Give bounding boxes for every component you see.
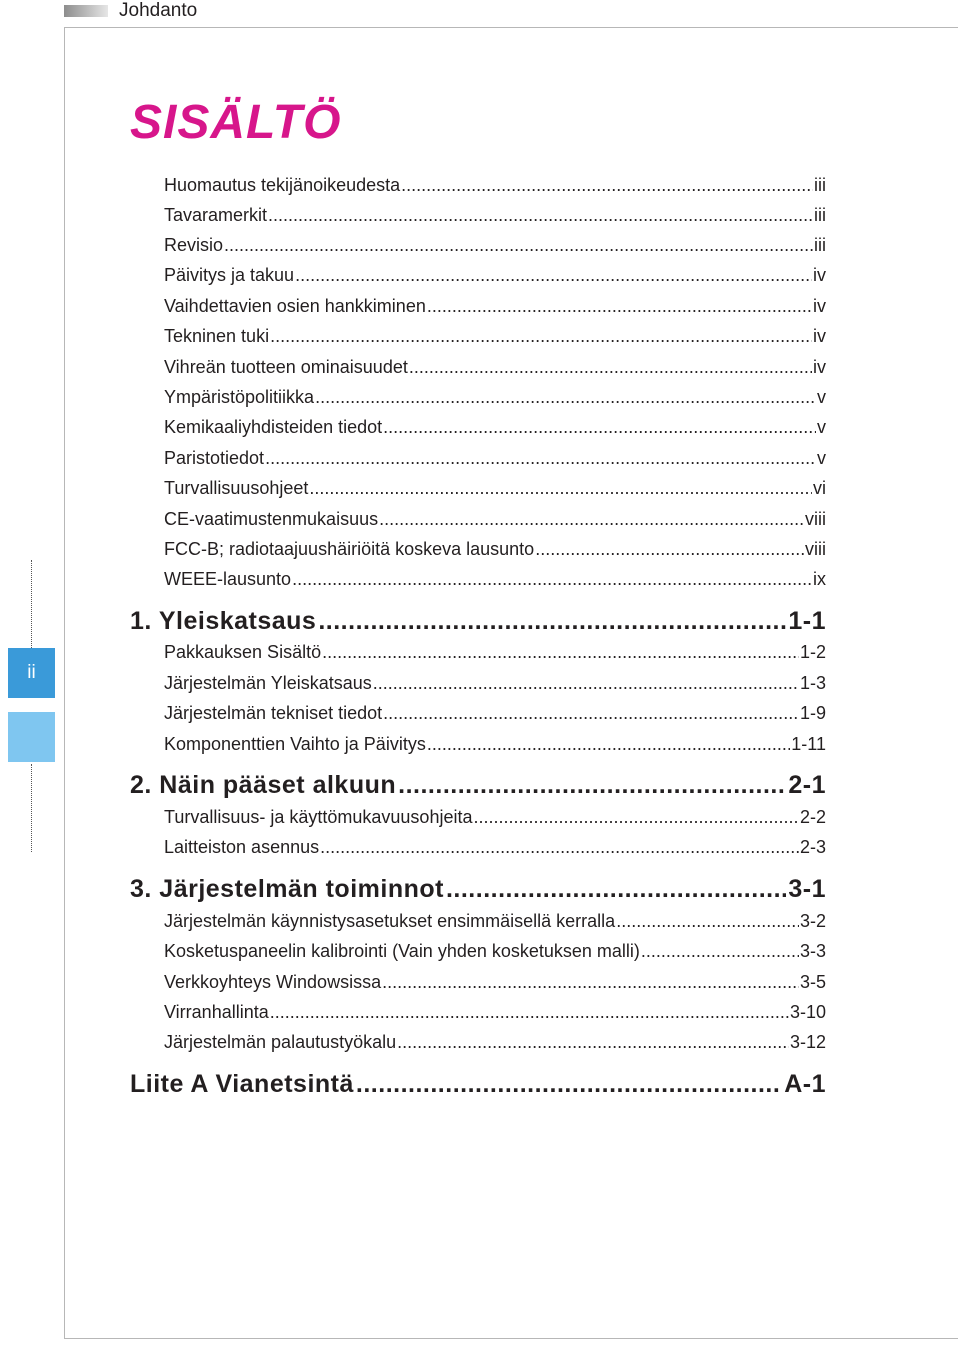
toc-chapter-page: 1-1 <box>788 607 826 635</box>
toc-entry-page: ix <box>813 569 826 589</box>
toc-entry-page: 3-12 <box>789 1032 826 1052</box>
toc-leader-dots <box>382 971 799 993</box>
toc-entry-label: Järjestelmän käynnistysasetukset ensimmäisellä kerralla <box>164 911 616 931</box>
toc-entry-label: Pakkauksen Sisältö <box>164 642 322 662</box>
toc-entry[interactable] <box>164 325 826 347</box>
toc-leader-dots <box>398 770 786 800</box>
toc-entry[interactable] <box>164 174 826 196</box>
toc-entry-label: Järjestelmän tekniset tiedot <box>164 703 383 723</box>
toc-chapter-heading[interactable] <box>130 874 826 904</box>
toc-chapter-label: Liite A Vianetsintä <box>130 1070 354 1098</box>
header-section-title: Johdanto <box>119 0 198 21</box>
toc-leader-dots <box>379 508 804 530</box>
toc-chapter-label: 1. Yleiskatsaus <box>130 607 317 635</box>
toc-leader-dots <box>295 264 812 286</box>
toc-entry-page: iv <box>813 296 826 316</box>
toc-leader-dots <box>292 568 812 590</box>
toc-entry[interactable] <box>164 971 826 993</box>
toc-entry-page: vi <box>813 478 826 498</box>
page-tab-accent <box>8 712 55 762</box>
toc-entry-page: iv <box>813 265 826 285</box>
toc-entry[interactable] <box>164 538 826 560</box>
toc-chapter-page: 3-1 <box>788 875 826 903</box>
toc-entry-label: FCC-B; radiotaajuushäiriöitä koskeva lausunto <box>164 539 535 559</box>
toc-entry-label: Ympäristöpolitiikka <box>164 387 315 407</box>
toc-entry-label: Komponenttien Vaihto ja Päivitys <box>164 734 426 754</box>
toc-entry-label: Järjestelmän Yleiskatsaus <box>164 673 372 693</box>
toc-entry[interactable] <box>164 204 826 226</box>
toc-entry-page: 1-3 <box>799 673 826 693</box>
toc-chapter-page: A-1 <box>784 1070 826 1098</box>
header-gradient-bar <box>64 5 108 17</box>
toc-entry[interactable] <box>164 1031 826 1053</box>
toc-entry-label: Päivitys ja takuu <box>164 265 295 285</box>
toc-entry-label: Järjestelmän palautustyökalu <box>164 1032 397 1052</box>
toc-entry[interactable] <box>164 702 826 724</box>
toc-leader-dots <box>322 641 799 663</box>
toc-entry-page: 1-9 <box>799 703 826 723</box>
toc-title: SISÄLTÖ <box>130 96 342 149</box>
toc-leader-dots <box>318 606 786 636</box>
toc-chapter-label: 2. Näin pääset alkuun <box>130 771 397 799</box>
toc-leader-dots <box>409 356 812 378</box>
toc-leader-dots <box>446 874 786 904</box>
toc-chapter-label: 3. Järjestelmän toiminnot <box>130 875 444 903</box>
toc-entry-page: 3-3 <box>799 941 826 961</box>
toc-leader-dots <box>265 447 816 469</box>
toc-leader-dots <box>268 204 813 226</box>
toc-entry-page: viii <box>805 539 826 559</box>
toc-leader-dots <box>397 1031 789 1053</box>
toc-entry[interactable] <box>164 910 826 932</box>
toc-entry-page: 3-2 <box>799 911 826 931</box>
toc-leader-dots <box>401 174 813 196</box>
toc-entry-label: Tekninen tuki <box>164 326 270 346</box>
toc-entry[interactable] <box>164 836 826 858</box>
toc-entry-label: Kemikaaliyhdisteiden tiedot <box>164 417 383 437</box>
toc-leader-dots <box>641 940 799 962</box>
toc-leader-dots <box>616 910 799 932</box>
toc-entry[interactable] <box>164 568 826 590</box>
toc-entry-page: v <box>817 448 826 468</box>
toc-entry-page: v <box>817 387 826 407</box>
toc-leader-dots <box>473 806 799 828</box>
toc-chapter-page: 2-1 <box>788 771 826 799</box>
toc-entry-page: iii <box>814 175 826 195</box>
toc-chapter-heading[interactable] <box>130 1069 826 1099</box>
toc-entry-label: Turvallisuusohjeet <box>164 478 309 498</box>
toc-entry-page: iv <box>813 357 826 377</box>
toc-entry-page: v <box>817 417 826 437</box>
toc-entry-page: viii <box>805 509 826 529</box>
toc-entry[interactable] <box>164 386 826 408</box>
toc-leader-dots <box>224 234 813 256</box>
toc-leader-dots <box>356 1069 782 1099</box>
toc-entry[interactable] <box>164 234 826 256</box>
toc-entry-label: Tavaramerkit <box>164 205 268 225</box>
toc-entry-page: 3-5 <box>799 972 826 992</box>
toc-entry-label: Verkkoyhteys Windowsissa <box>164 972 382 992</box>
toc-entry[interactable] <box>164 295 826 317</box>
toc-leader-dots <box>320 836 799 858</box>
toc-entry-label: Virranhallinta <box>164 1002 269 1022</box>
toc-leader-dots <box>427 295 812 317</box>
toc-entry-label: Vaihdettavien osien hankkiminen <box>164 296 426 316</box>
toc-leader-dots <box>383 702 799 724</box>
toc-entry-page: iv <box>813 326 826 346</box>
toc-leader-dots <box>383 416 816 438</box>
toc-entry[interactable] <box>164 508 826 530</box>
toc-entry[interactable] <box>164 672 826 694</box>
toc-entry[interactable] <box>164 477 826 499</box>
toc-entry-label: CE-vaatimustenmukaisuus <box>164 509 379 529</box>
toc-entry-label: Laitteiston asennus <box>164 837 320 857</box>
toc-chapter-heading[interactable] <box>130 770 826 800</box>
toc-entry-page: 3-10 <box>789 1002 826 1022</box>
toc-entry-label: Revisio <box>164 235 224 255</box>
toc-entry-label: Huomautus tekijänoikeudesta <box>164 175 401 195</box>
toc-leader-dots <box>427 733 790 755</box>
toc-entry[interactable] <box>164 1001 826 1023</box>
toc-entry[interactable] <box>164 641 826 663</box>
page-number: ii <box>27 662 36 683</box>
toc-entry-label: Kosketuspaneelin kalibrointi (Vain yhden kosketuksen malli) <box>164 941 640 961</box>
toc-entry-page: 2-3 <box>799 837 826 857</box>
toc-entry-label: Vihreän tuotteen ominaisuudet <box>164 357 408 377</box>
toc-entry[interactable] <box>164 940 826 962</box>
toc-entry-page: 1-2 <box>799 642 826 662</box>
toc-leader-dots <box>309 477 812 499</box>
toc-entry-label: WEEE-lausunto <box>164 569 292 589</box>
toc-entry[interactable] <box>164 416 826 438</box>
toc-leader-dots <box>270 325 812 347</box>
toc-entry[interactable] <box>164 356 826 378</box>
toc-entry[interactable] <box>164 264 826 286</box>
toc-leader-dots <box>315 386 816 408</box>
toc-entry-page: 1-11 <box>791 734 826 754</box>
toc-leader-dots <box>535 538 804 560</box>
toc-entry-page: 2-2 <box>799 807 826 827</box>
side-dotted-line-top <box>31 560 32 648</box>
toc-entry[interactable] <box>164 806 826 828</box>
page-number-tab <box>8 648 55 698</box>
toc-entry[interactable] <box>164 447 826 469</box>
side-dotted-line-bottom <box>31 764 32 852</box>
toc-leader-dots <box>373 672 799 694</box>
toc-leader-dots <box>270 1001 789 1023</box>
toc-entry-label: Paristotiedot <box>164 448 265 468</box>
toc-entry[interactable] <box>164 733 826 755</box>
toc-chapter-heading[interactable] <box>130 606 826 636</box>
toc-entry-page: iii <box>814 235 826 255</box>
toc-entry-label: Turvallisuus- ja käyttömukavuusohjeita <box>164 807 473 827</box>
toc-entry-page: iii <box>814 205 826 225</box>
